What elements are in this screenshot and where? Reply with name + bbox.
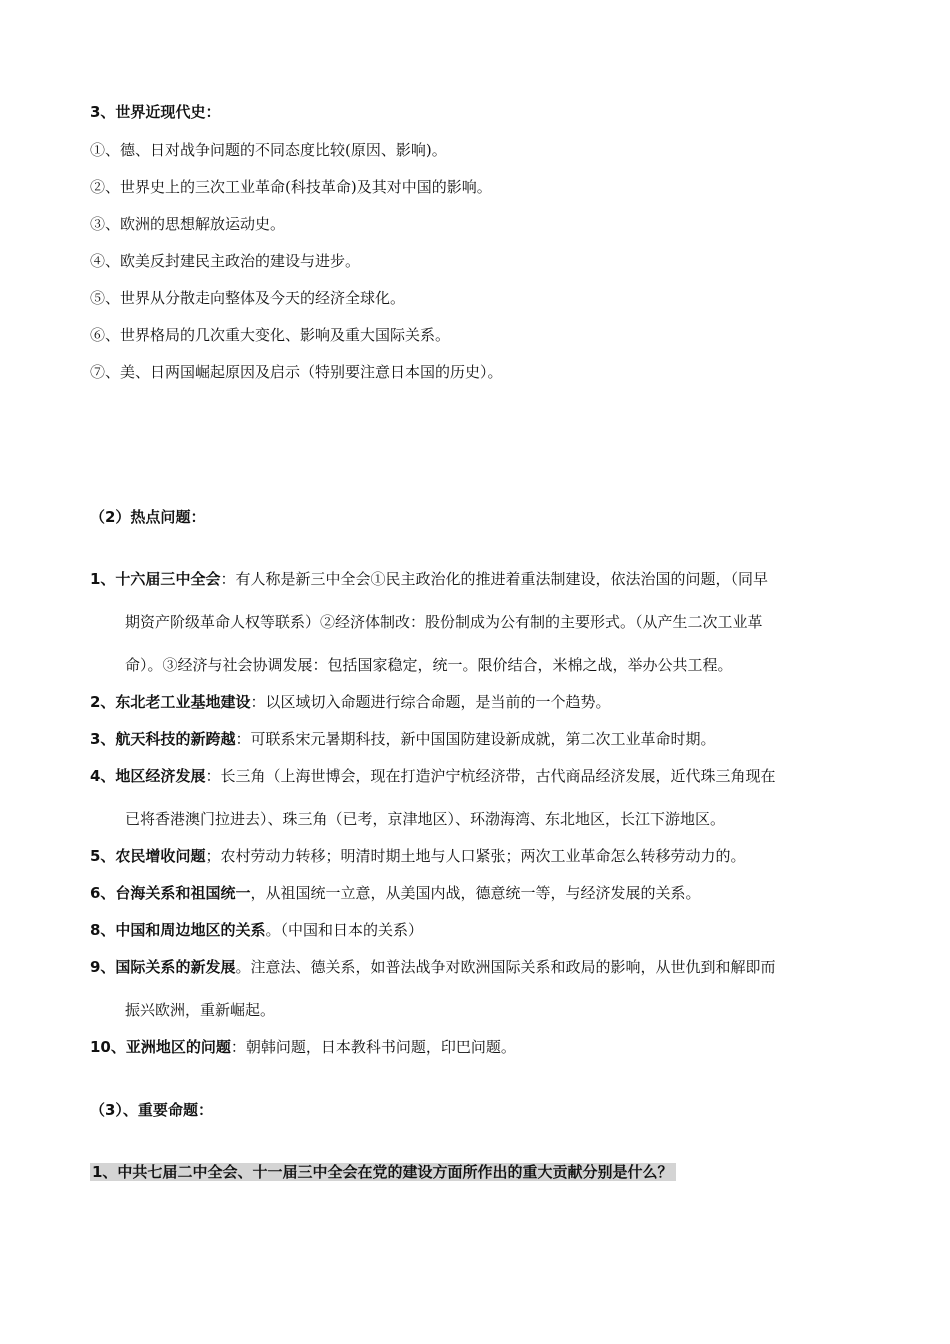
topic-item [90,568,768,590]
section-heading: 3、世界近现代史： [90,103,221,121]
topic-item [90,765,775,787]
list-item: ⑤、世界从分散走向整体及今天的经济全球化。 [90,289,406,307]
topic-title: 9、国际关系的新发展 [90,958,236,976]
topic-text: ：朝韩问题，日本教科书问题，印巴问题。 [230,1038,516,1056]
topic-item [90,845,745,867]
list-item: ⑦、美、日两国崛起原因及启示（特别要注意日本国的历史）。 [90,363,503,381]
topic-text: ，从祖国统一立意，从美国内战，德意统一等，与经济发展的关系。 [250,884,701,902]
question-line [90,1161,676,1183]
topic-text: ：长三角（上海世博会，现在打造沪宁杭经济带，古代商品经济发展，近代珠三角现在 [205,767,776,785]
topic-title: 8、中国和周边地区的关系 [90,921,266,939]
topic-text: ：可联系宋元暑期科技，新中国国防建设新成就，第二次工业革命时期。 [235,730,716,748]
topic-item [90,882,700,904]
topic-title: 3、航天科技的新跨越 [90,730,236,748]
topic-text: ：以区域切入命题进行综合命题，是当前的一个趋势。 [250,693,611,711]
topic-continuation: 已将香港澳门拉进去）、珠三角（已考，京津地区）、环渤海湾、东北地区，长江下游地区。 [125,810,726,828]
topic-title: 1、十六届三中全会 [90,570,221,588]
topic-item [90,1036,516,1058]
list-item: ①、德、日对战争问题的不同态度比较(原因、影响)。 [90,141,447,159]
topic-item [90,691,610,713]
topic-text: ；农村劳动力转移；明清时期土地与人口紧张；两次工业革命怎么转移劳动力的。 [205,847,746,865]
list-item: ⑥、世界格局的几次重大变化、影响及重大国际关系。 [90,326,451,344]
topic-title: 2、东北老工业基地建设 [90,693,251,711]
topic-item [90,728,715,750]
topic-title: 4、地区经济发展 [90,767,206,785]
topic-continuation: 振兴欧洲，重新崛起。 [125,1001,276,1019]
topic-item [90,919,423,941]
topic-continuation: 期资产阶级革命人权等联系）②经济体制改：股份制成为公有制的主要形式。（从产生二次工业革 [125,613,763,631]
list-item: ③、欧洲的思想解放运动史。 [90,215,286,233]
highlighted-question: 1、中共七届二中全会、十一届三中全会在党的建设方面所作出的重大贡献分别是什么？ [90,1163,676,1181]
topic-continuation: 命）。③经济与社会协调发展：包括国家稳定，统一。限价结合，米棉之战，举办公共工程。 [125,656,733,674]
topic-title: 10、亚洲地区的问题 [90,1038,231,1056]
section-heading: （3）、重要命题： [90,1101,213,1119]
list-item: ④、欧美反封建民主政治的建设与进步。 [90,252,361,270]
topic-title: 5、农民增收问题 [90,847,206,865]
section-heading: （2）热点问题： [90,508,206,526]
topic-text: 。注意法、德关系，如普法战争对欧洲国际关系和政局的影响，从世仇到和解即而 [235,958,776,976]
topic-text: 。（中国和日本的关系） [265,921,423,939]
topic-text: ：有人称是新三中全会①民主政治化的推进着重法制建设，依法治国的问题，（同早 [220,570,768,588]
topic-item [90,956,775,978]
list-item: ②、世界史上的三次工业革命(科技革命)及其对中国的影响。 [90,178,492,196]
topic-title: 6、台海关系和祖国统一 [90,884,251,902]
